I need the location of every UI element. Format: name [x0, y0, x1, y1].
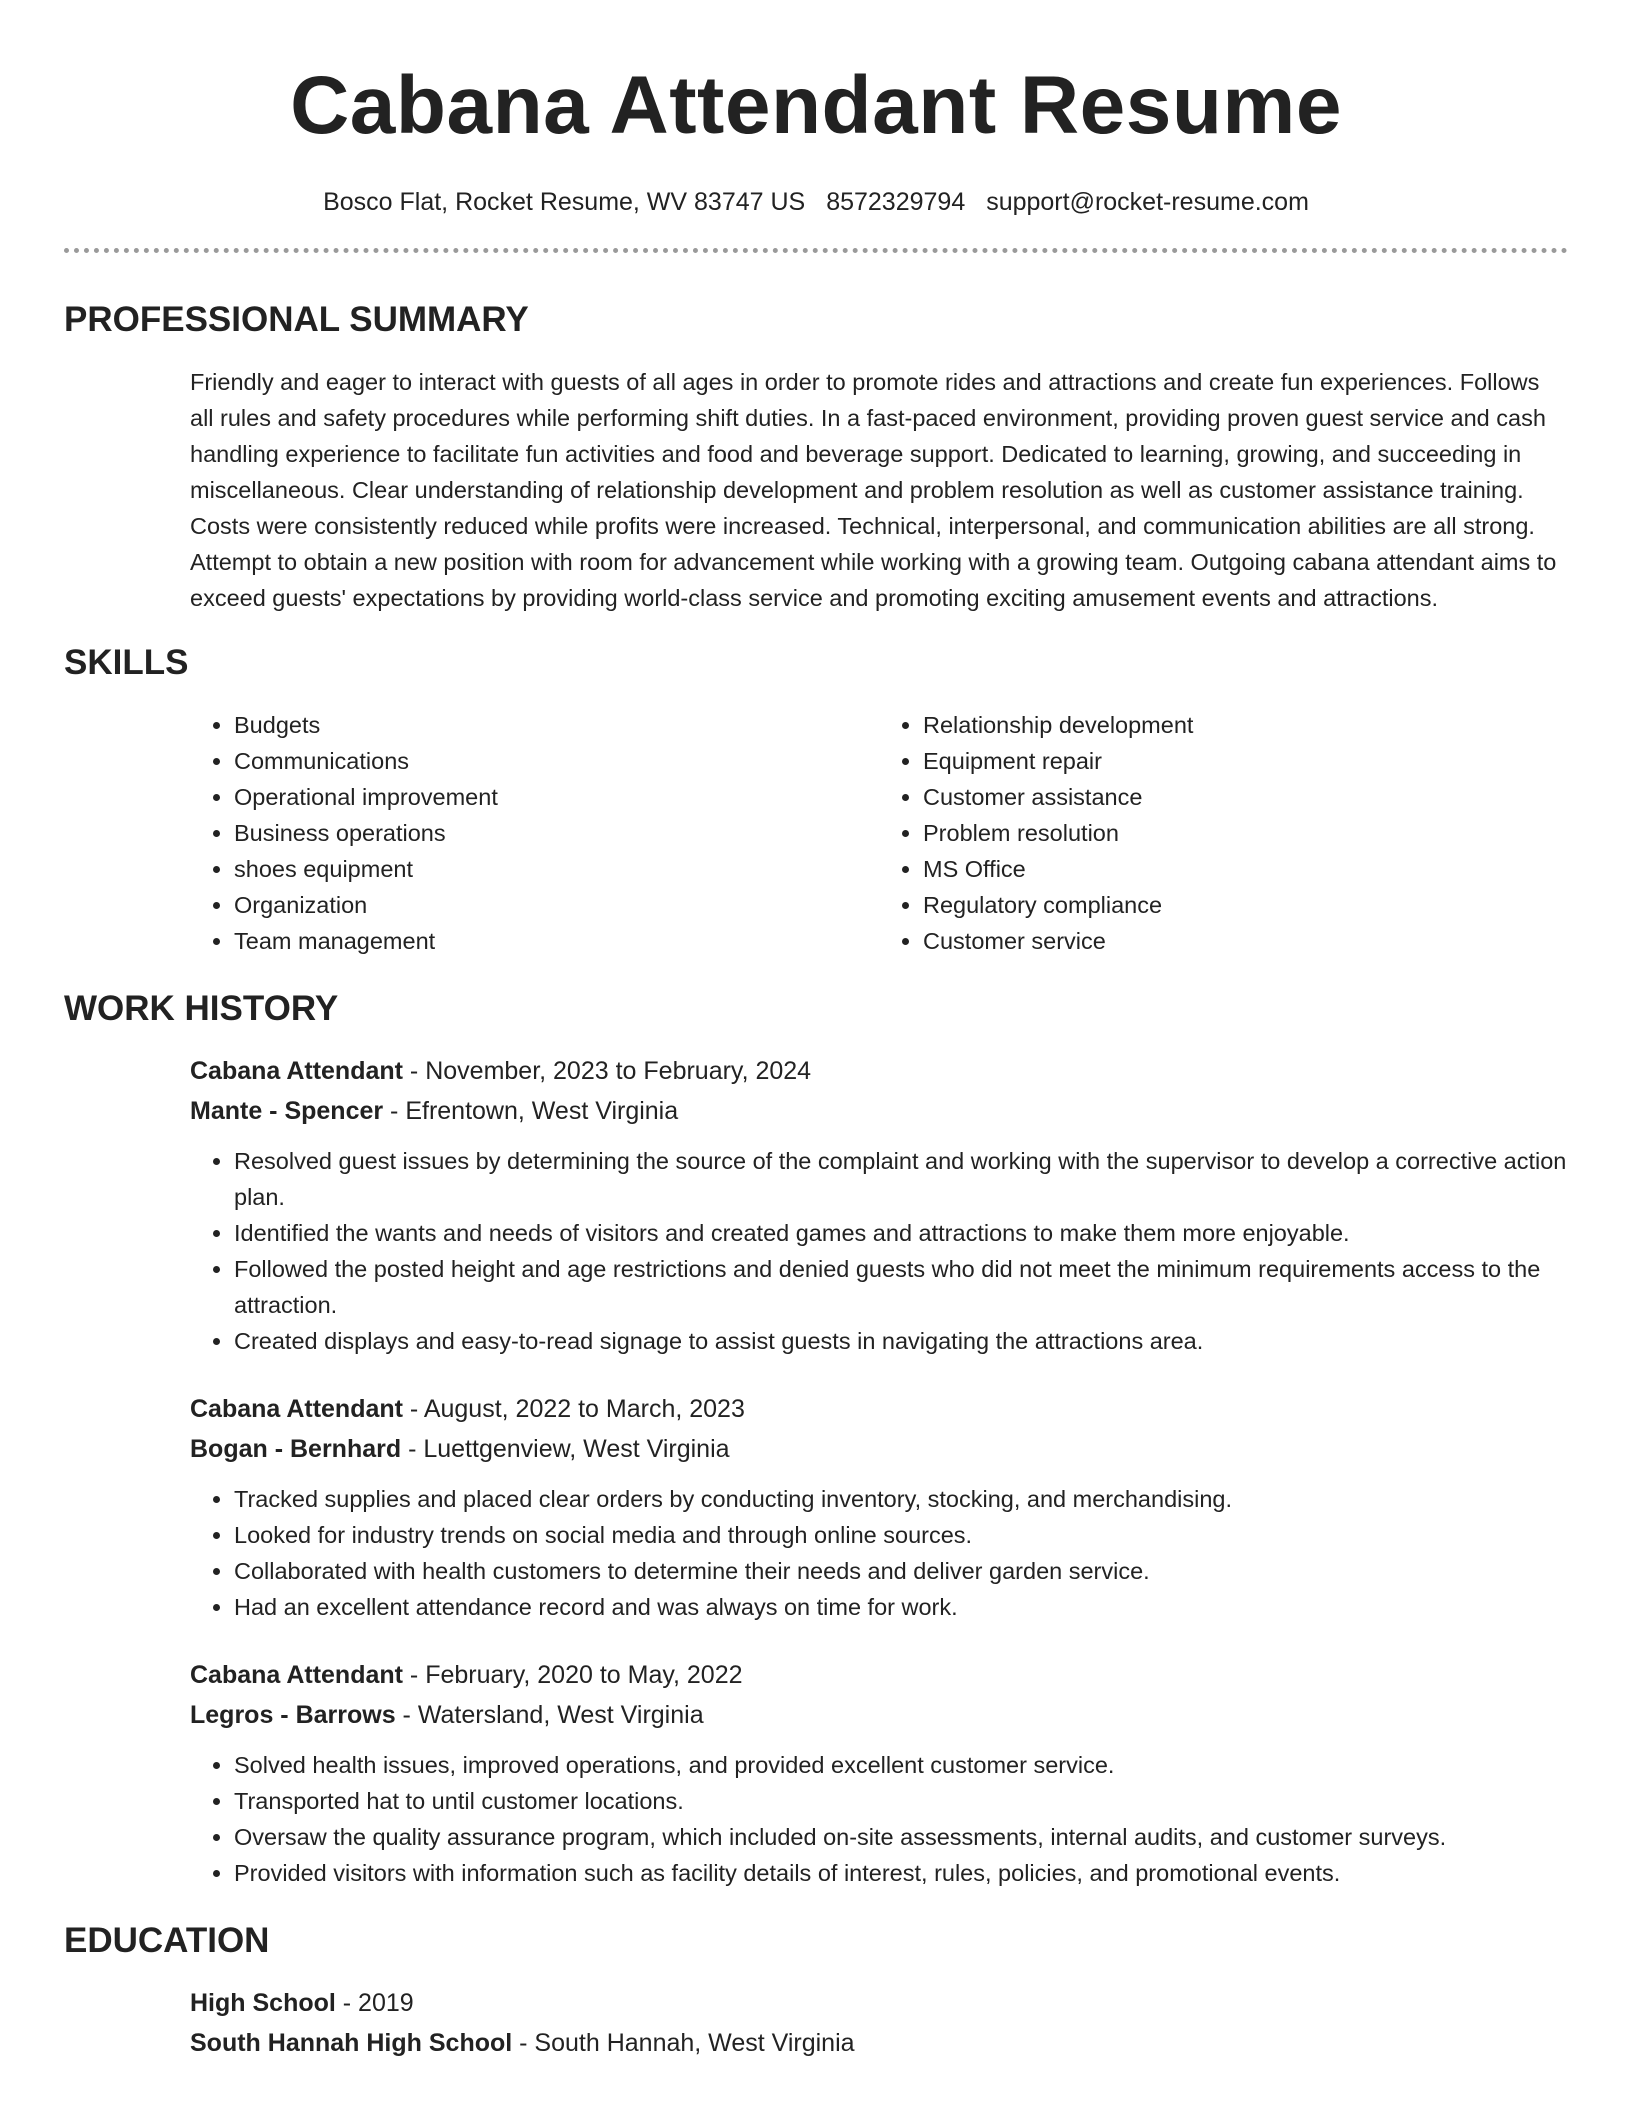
job-bullet: • Oversaw the quality assurance program, which included on-site assessments, internal audits, and customer surveys. — [234, 1819, 1568, 1855]
education-section — [64, 1919, 1568, 2063]
skills-heading: SKILLS — [64, 643, 189, 682]
summary-text: Friendly and eager to interact with guests of all ages in order to promote rides and attractions and create fun experiences. Follows all rules and safety procedures while performing shift duties. In a fast-paced environment, providing proven guest service and cash handling experience to facilitate fun activities and food and beverage support. Dedicated to learning, growing, and succeeding in miscellaneous. Clear understanding of relationship development and problem resolution as well as customer assistance training. Costs were consistently reduced while profits were increased. Technical, interpersonal, and communication abilities are all strong. Attempt to obtain a new position with room for advancement while working with a growing team. Outgoing cabana attendant aims to exceed guests' expectations by providing world-class service and promoting exciting amusement events and attractions. — [190, 369, 1557, 611]
skills-list — [190, 707, 1568, 959]
skill-item: • Regulatory compliance — [923, 887, 1568, 923]
contact-phone: 8572329794 — [826, 188, 966, 216]
education-heading: EDUCATION — [64, 1921, 270, 1960]
job-bullets — [190, 1747, 1568, 1891]
job-bullet: • Provided visitors with information such as facility details of interest, rules, policies, and promotional events. — [234, 1855, 1568, 1891]
skill-item: • Operational improvement — [234, 779, 879, 815]
skills-column-left — [190, 707, 879, 959]
education-degree: High School — [190, 1989, 336, 2017]
skill-item: • MS Office — [923, 851, 1568, 887]
summary-heading: PROFESSIONAL SUMMARY — [64, 300, 529, 339]
job-bullet: • Created displays and easy-to-read signage to assist guests in navigating the attractions area. — [234, 1323, 1568, 1359]
job-company-line — [190, 1695, 1568, 1735]
job-role: Cabana Attendant — [190, 1057, 403, 1085]
skill-item: • Equipment repair — [923, 743, 1568, 779]
job-company: Mante - Spencer — [190, 1097, 384, 1125]
job-company: Legros - Barrows — [190, 1701, 396, 1729]
job-location: - Watersland, West Virginia — [395, 1701, 704, 1729]
job-bullet: • Looked for industry trends on social media and through online sources. — [234, 1517, 1568, 1553]
job-dates: - August, 2022 to March, 2023 — [402, 1395, 745, 1423]
job-entry — [190, 1655, 1568, 1891]
education-school-line — [190, 2023, 1568, 2063]
job-company-line — [190, 1429, 1568, 1469]
job-bullet: • Transported hat to until customer locations. — [234, 1783, 1568, 1819]
skill-item: • shoes equipment — [234, 851, 879, 887]
job-title-line — [190, 1389, 1568, 1429]
job-dates: - November, 2023 to February, 2024 — [402, 1057, 812, 1085]
skill-item: • Business operations — [234, 815, 879, 851]
job-location: - Luettgenview, West Virginia — [401, 1435, 730, 1463]
summary-body — [190, 364, 1568, 616]
job-bullet: • Resolved guest issues by determining the source of the complaint and working with the supervisor to develop a corrective action plan. — [234, 1143, 1568, 1215]
job-bullet: • Had an excellent attendance record and was always on time for work. — [234, 1589, 1568, 1625]
education-degree-line — [190, 1983, 1568, 2023]
job-entry — [190, 1051, 1568, 1359]
job-bullet: • Followed the posted height and age restrictions and denied guests who did not meet the minimum requirements access to the attraction. — [234, 1251, 1568, 1323]
job-bullets — [190, 1143, 1568, 1359]
education-year: - 2019 — [335, 1989, 414, 2017]
job-company: Bogan - Bernhard — [190, 1435, 402, 1463]
summary-section — [64, 298, 1568, 616]
job-dates: - February, 2020 to May, 2022 — [402, 1661, 743, 1689]
education-school: South Hannah High School — [190, 2029, 513, 2057]
resume-title: Cabana Attendant Resume — [290, 60, 1342, 151]
job-bullet: • Collaborated with health customers to determine their needs and deliver garden service. — [234, 1553, 1568, 1589]
job-bullet: • Tracked supplies and placed clear orders by conducting inventory, stocking, and merchandising. — [234, 1481, 1568, 1517]
job-title-line — [190, 1655, 1568, 1695]
job-title-line — [190, 1051, 1568, 1091]
education-entry — [190, 1983, 1568, 2063]
skill-item: • Communications — [234, 743, 879, 779]
job-bullet: • Identified the wants and needs of visitors and created games and attractions to make them more enjoyable. — [234, 1215, 1568, 1251]
header-divider — [64, 248, 1568, 253]
job-bullet: • Solved health issues, improved operations, and provided excellent customer service. — [234, 1747, 1568, 1783]
work-history-section — [64, 987, 1568, 1891]
skill-item: • Budgets — [234, 707, 879, 743]
skills-section — [64, 641, 1568, 959]
job-company-line — [190, 1091, 1568, 1131]
job-entry — [190, 1389, 1568, 1625]
skill-item: • Customer service — [923, 923, 1568, 959]
contact-line — [64, 186, 1568, 218]
skills-column-right — [879, 707, 1568, 959]
job-location: - Efrentown, West Virginia — [383, 1097, 679, 1125]
skill-item: • Customer assistance — [923, 779, 1568, 815]
resume-page — [64, 0, 1568, 2063]
skill-item: • Problem resolution — [923, 815, 1568, 851]
job-role: Cabana Attendant — [190, 1661, 403, 1689]
job-bullets — [190, 1481, 1568, 1625]
contact-email: support@rocket-resume.com — [986, 188, 1309, 216]
education-location: - South Hannah, West Virginia — [512, 2029, 855, 2057]
work-history-heading: WORK HISTORY — [64, 989, 339, 1028]
contact-address: Bosco Flat, Rocket Resume, WV 83747 US — [323, 188, 806, 216]
skill-item: • Team management — [234, 923, 879, 959]
skill-item: • Organization — [234, 887, 879, 923]
skill-item: • Relationship development — [923, 707, 1568, 743]
job-role: Cabana Attendant — [190, 1395, 403, 1423]
